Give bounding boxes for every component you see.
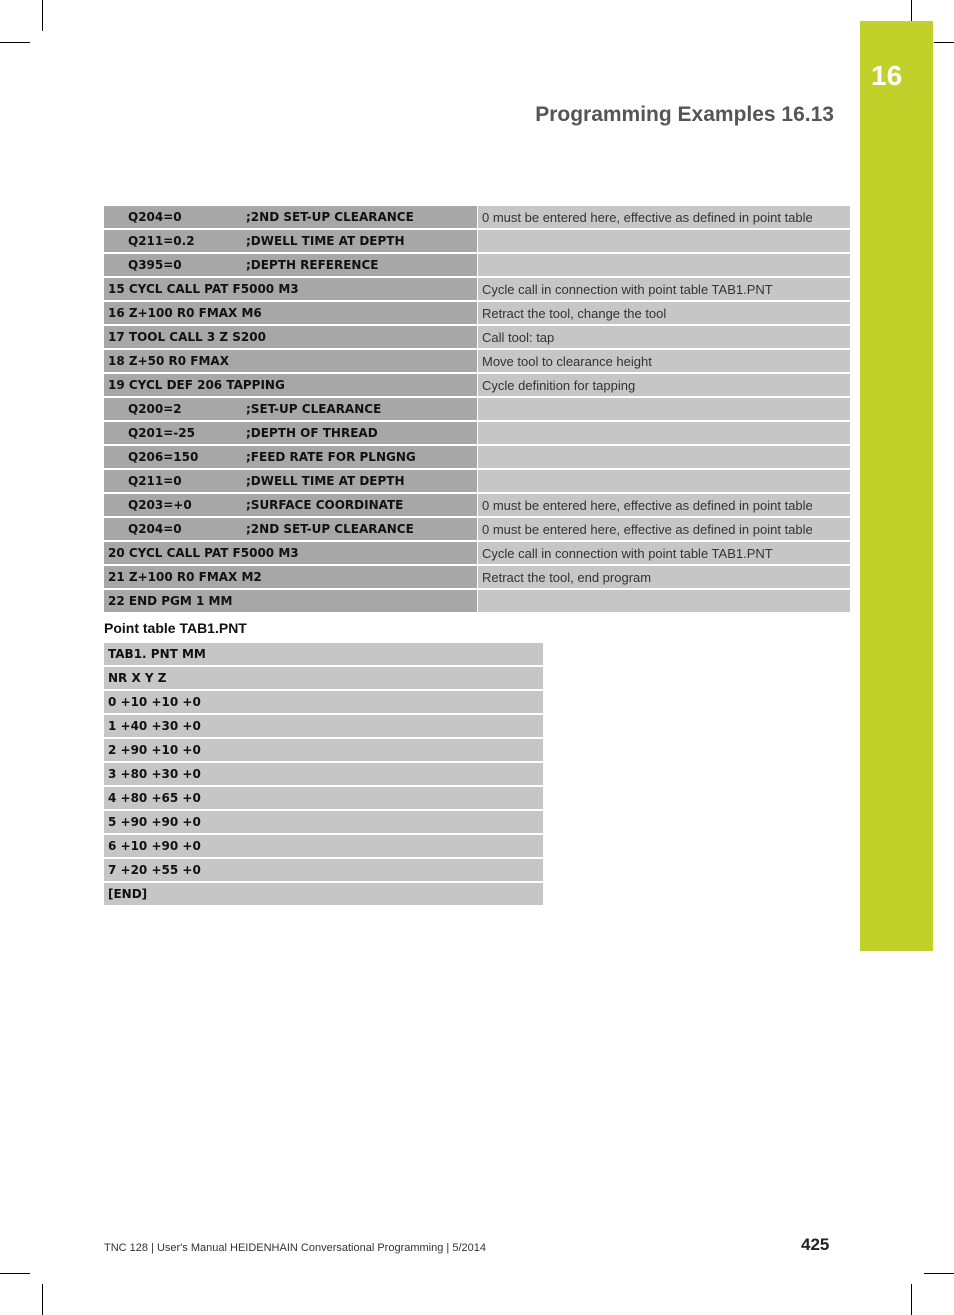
table-row [104,446,850,468]
table-row [104,230,850,252]
row-description [478,446,850,468]
page-title: Programming Examples 16.13 [535,103,834,126]
point-table-row: 6 +10 +90 +0 [104,835,543,857]
table-row [104,254,850,276]
row-description [478,230,850,252]
nc-parameter [104,398,477,420]
parameter-comment: ;DEPTH OF THREAD [246,426,378,440]
parameter-value: Q200=2 [128,402,182,416]
row-description [478,422,850,444]
parameter-comment: ;FEED RATE FOR PLNGNG [246,450,416,464]
footer-text: TNC 128 | User's Manual HEIDENHAIN Conversational Programming | 5/2014 [104,1242,486,1254]
crop-mark [911,0,912,22]
parameter-value: Q211=0.2 [128,234,195,248]
point-table-row: 5 +90 +90 +0 [104,811,543,833]
table-row [104,542,850,564]
nc-parameter [104,206,477,228]
nc-parameter [104,422,477,444]
table-row [104,278,850,300]
point-table-row: NR X Y Z [104,667,543,689]
parameter-value: Q201=-25 [128,426,195,440]
chapter-number: 16 [871,60,903,91]
table-row [104,422,850,444]
point-table-row: 4 +80 +65 +0 [104,787,543,809]
crop-mark [0,42,30,43]
nc-block: 20 CYCL CALL PAT F5000 M3 [104,542,477,564]
point-table-title: Point table TAB1.PNT [104,620,247,636]
program-table [104,206,850,614]
nc-block: 18 Z+50 R0 FMAX [104,350,477,372]
crop-mark [934,42,954,43]
parameter-comment: ;DWELL TIME AT DEPTH [246,474,405,488]
row-description: 0 must be entered here, effective as defined in point table [478,518,850,540]
nc-parameter [104,494,477,516]
point-table-row: 0 +10 +10 +0 [104,691,543,713]
parameter-value: Q206=150 [128,450,199,464]
crop-mark [0,1273,30,1274]
table-row [104,566,850,588]
point-table-row: [END] [104,883,543,905]
parameter-value: Q211=0 [128,474,182,488]
point-table-row: TAB1. PNT MM [104,643,543,665]
row-description: Retract the tool, end program [478,566,850,588]
point-table-row: 7 +20 +55 +0 [104,859,543,881]
table-row [104,494,850,516]
row-description [478,398,850,420]
table-row [104,398,850,420]
parameter-comment: ;SET-UP CLEARANCE [246,402,382,416]
parameter-comment: ;2ND SET-UP CLEARANCE [246,522,414,536]
row-description: 0 must be entered here, effective as defined in point table [478,494,850,516]
table-row [104,206,850,228]
parameter-comment: ;DEPTH REFERENCE [246,258,379,272]
table-row [104,518,850,540]
parameter-value: Q204=0 [128,522,182,536]
row-description [478,470,850,492]
parameter-value: Q204=0 [128,210,182,224]
parameter-comment: ;SURFACE COORDINATE [246,498,404,512]
nc-block: 19 CYCL DEF 206 TAPPING [104,374,477,396]
nc-parameter [104,230,477,252]
crop-mark [911,1284,912,1315]
nc-parameter [104,518,477,540]
row-description: Move tool to clearance height [478,350,850,372]
parameter-value: Q203=+0 [128,498,192,512]
table-row [104,302,850,324]
point-table-row: 2 +90 +10 +0 [104,739,543,761]
crop-mark [924,1273,954,1274]
row-description: 0 must be entered here, effective as defined in point table [478,206,850,228]
nc-block: 17 TOOL CALL 3 Z S200 [104,326,477,348]
nc-block: 16 Z+100 R0 FMAX M6 [104,302,477,324]
row-description: Cycle call in connection with point table TAB1.PNT [478,542,850,564]
page-number: 425 [801,1235,830,1254]
table-row [104,590,850,612]
nc-block: 22 END PGM 1 MM [104,590,477,612]
crop-mark [42,0,43,31]
chapter-tab [860,21,933,951]
nc-parameter [104,446,477,468]
row-description: Call tool: tap [478,326,850,348]
nc-parameter [104,254,477,276]
parameter-comment: ;2ND SET-UP CLEARANCE [246,210,414,224]
nc-block: 21 Z+100 R0 FMAX M2 [104,566,477,588]
table-row [104,374,850,396]
point-table-row: 3 +80 +30 +0 [104,763,543,785]
table-row [104,326,850,348]
table-row [104,350,850,372]
row-description: Cycle definition for tapping [478,374,850,396]
row-description [478,254,850,276]
nc-block: 15 CYCL CALL PAT F5000 M3 [104,278,477,300]
parameter-comment: ;DWELL TIME AT DEPTH [246,234,405,248]
nc-parameter [104,470,477,492]
crop-mark [42,1284,43,1315]
row-description: Cycle call in connection with point table TAB1.PNT [478,278,850,300]
row-description: Retract the tool, change the tool [478,302,850,324]
row-description [478,590,850,612]
point-table [104,643,543,907]
table-row [104,470,850,492]
parameter-value: Q395=0 [128,258,182,272]
point-table-row: 1 +40 +30 +0 [104,715,543,737]
